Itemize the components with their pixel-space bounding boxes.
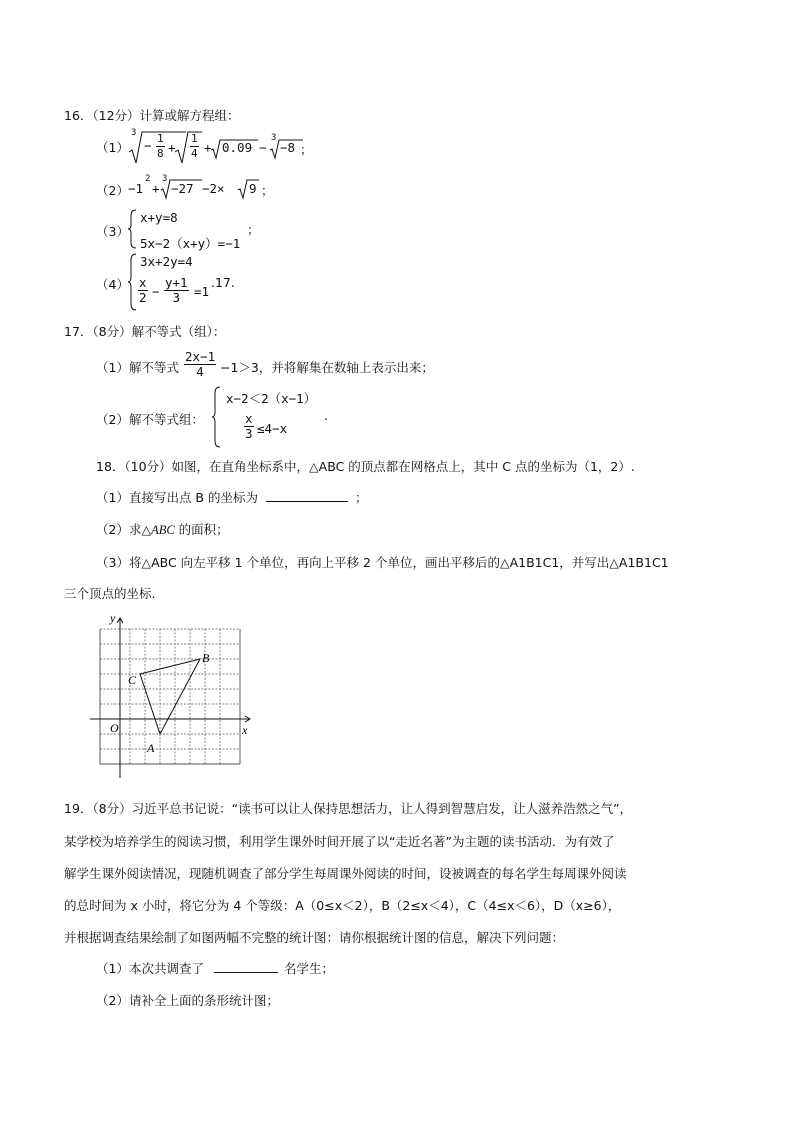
numerator: x: [245, 411, 253, 426]
sqrt-radicand: 0.09: [222, 140, 253, 155]
numerator: 1: [157, 132, 164, 145]
point-b-label: B: [202, 651, 210, 665]
origin-label: O: [110, 721, 119, 735]
denominator: 3: [245, 426, 253, 441]
cube-root-radicand: −27: [171, 181, 194, 196]
point-a-label: A: [147, 741, 155, 755]
q16-part1-label: （1）: [96, 140, 129, 155]
period: .: [324, 408, 328, 423]
q17-part2-label: （2）解不等式组：: [96, 412, 204, 427]
plus-sign: +: [168, 140, 176, 155]
numerator: 1: [191, 132, 198, 145]
q17-title: 17．（8分）解不等式（组）：: [64, 324, 226, 339]
answer-blank[interactable]: [266, 489, 348, 502]
q16-part3-eq1: x+y=8: [140, 210, 178, 225]
fraction-x-2: [138, 276, 148, 305]
sqrt-sign: [174, 130, 204, 166]
triangle-name: ABC: [151, 523, 175, 537]
inequality-rest: −1＞3，并将解集在数轴上表示出来；: [220, 360, 434, 375]
semicolon: ；: [354, 490, 368, 505]
plus-sign: +: [152, 181, 160, 196]
part-text: （1）直接写出点 B 的坐标为: [96, 490, 258, 505]
q16-part2-expression: [128, 174, 288, 202]
inequality-rest: ≤4−x: [257, 421, 288, 436]
denominator: 4: [191, 147, 198, 160]
minus-sign: −: [152, 284, 160, 299]
q17-part2-eq2: [244, 412, 334, 446]
fraction-1-8: [156, 132, 165, 161]
q19-line5: 并根据调查结果绘制了如图两幅不完整的统计图：请你根据统计图的信息，解决下列问题：: [64, 930, 565, 945]
q16-part3-label: （3）: [96, 224, 129, 239]
term-neg-one: −1: [128, 181, 144, 196]
semicolon: ；: [261, 183, 274, 198]
trailing-text: .17.: [211, 275, 235, 290]
rhs: =1: [194, 284, 210, 299]
part-text: 名学生；: [283, 961, 334, 976]
axes: [90, 618, 250, 778]
q19-part2: （2）请补全上面的条形统计图；: [96, 993, 279, 1008]
q18-part3-line2: 三个顶点的坐标.: [64, 586, 156, 601]
middle-term: −2×: [202, 181, 225, 196]
minus-sign: −: [259, 140, 267, 155]
grid-border: [100, 629, 240, 764]
answer-blank[interactable]: [214, 960, 278, 973]
cube-root-radicand: −8: [280, 140, 296, 155]
system-brace: [212, 386, 222, 448]
semicolon: ；: [300, 142, 313, 157]
q16-part2-label: （2）: [96, 183, 129, 198]
denominator: 4: [196, 364, 204, 379]
x-axis-label: x: [242, 723, 248, 737]
y-axis-label: y: [110, 612, 116, 625]
q16-part4-label: （4）: [96, 277, 129, 292]
denominator: 3: [172, 290, 181, 305]
q17-part1: [96, 350, 516, 384]
q16-title: 16．（12分）计算或解方程组：: [64, 108, 240, 123]
numerator: 2x−1: [185, 349, 216, 364]
q16-part3-eq2: 5x−2（x+y）=−1: [140, 236, 241, 251]
fraction-1-4: [190, 132, 199, 161]
q19-line2: 某学校为培养学生的阅读习惯，利用学生课外时间开展了以“走近名著”为主题的读书活动．为有效了: [64, 834, 615, 849]
numerator: x: [139, 275, 147, 290]
q19-line4: 的总时间为 x 小时，将它分为 4 个等级：A（0≤x＜2），B（2≤x＜4），C（4≤x＜6），D（x≥6），: [64, 898, 621, 913]
exponent: 2: [145, 174, 151, 184]
numerator: y+1: [165, 275, 188, 290]
part-text: 的面积；: [174, 522, 229, 537]
q19-part1: [96, 959, 334, 977]
part-label: （1）解不等式: [96, 360, 179, 375]
q17-part2-eq1: x−2＜2（x−1）: [226, 391, 317, 406]
semicolon: ；: [247, 222, 260, 237]
q19-line1: 19．（8分）习近平总书记说：“读书可以让人保持思想活力，让人得到智慧启发，让人滋养浩然之气”，: [64, 801, 633, 816]
root-index: 3: [131, 128, 137, 138]
plus-sign: +: [204, 140, 212, 155]
part-text: （2）求△: [96, 522, 152, 537]
denominator: 8: [157, 147, 164, 160]
root-index: 3: [271, 133, 277, 143]
grid-lines: [100, 629, 240, 764]
q16-part1-expression: [128, 128, 328, 168]
system-brace: [128, 209, 138, 249]
point-c-label: C: [128, 673, 137, 687]
sqrt-radicand: 9: [249, 181, 257, 196]
q19-line3: 解学生课外阅读情况，现随机调查了部分学生每周课外阅读的时间，设被调查的每名学生每周课外阅读: [64, 866, 627, 881]
q16-part4-eq2: [138, 276, 258, 310]
root-index: 3: [162, 174, 168, 184]
q18-part3-line1: （3）将△ABC 向左平移 1 个单位，再向上平移 2 个单位，画出平移后的△A1B1C1，并写出△A1B1C1: [96, 555, 669, 570]
fraction-x-3: [244, 412, 254, 441]
neg-sign: −: [144, 138, 152, 153]
q18-title: 18．（10分）如图，在直角坐标系中，△ABC 的顶点都在网格点上，其中 C 点的坐标为（1，2）.: [96, 459, 635, 474]
q16-part4-eq1: 3x+2y=4: [140, 254, 193, 269]
q18-part1: [96, 488, 367, 506]
denominator: 2: [139, 290, 147, 305]
fraction-y1-3: [164, 276, 189, 305]
system-brace: [128, 253, 138, 311]
triangle-abc: [140, 659, 200, 734]
q18-part2: [96, 520, 229, 538]
part-text: （1）本次共调查了: [96, 961, 204, 976]
coordinate-grid-figure: [90, 612, 260, 782]
fraction-2x1-4: [184, 350, 216, 379]
